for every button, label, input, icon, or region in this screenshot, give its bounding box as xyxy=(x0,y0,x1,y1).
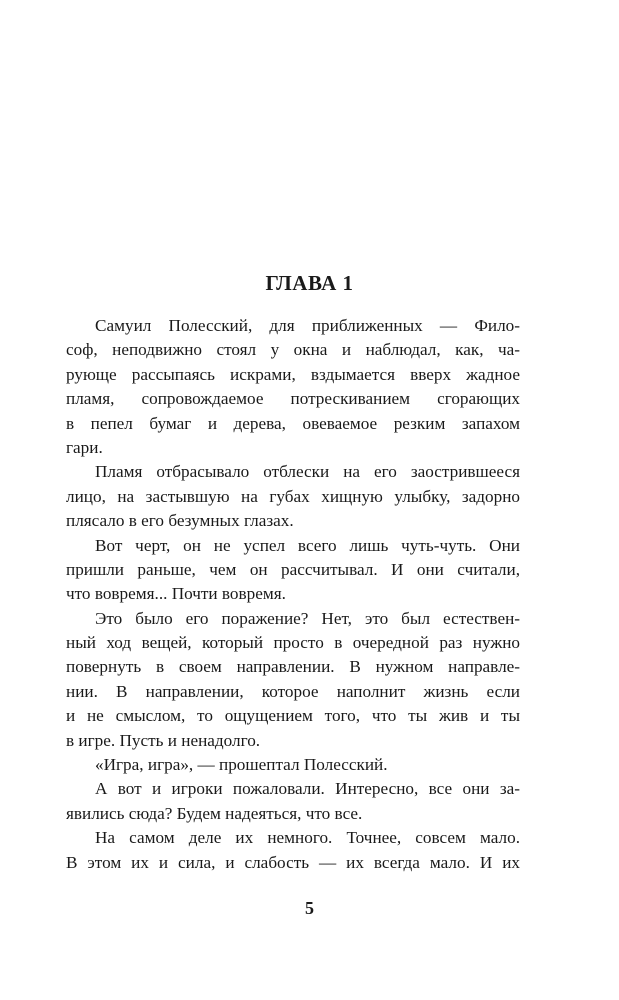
text-line: Вот черт, он не успел всего лишь чуть-чуть. Они xyxy=(95,535,520,555)
chapter-body xyxy=(66,314,520,875)
text-line: соф, неподвижно стоял у окна и наблюдал, как, ча- xyxy=(66,340,520,360)
text-line: лицо, на застывшую на губах хищную улыбку, задорно xyxy=(66,486,520,506)
text-line: плясало в его безумных глазах. xyxy=(66,511,294,531)
text-line: гари. xyxy=(66,437,103,457)
text-line: повернуть в своем направлении. В нужном направле- xyxy=(66,657,520,677)
text-line: в игре. Пусть и ненадолго. xyxy=(66,730,261,750)
text-line: рующе рассыпаясь искрами, вздымается вверх жадное xyxy=(66,364,520,384)
text-line: А вот и игроки пожаловали. Интересно, все они за- xyxy=(95,779,520,799)
text-line: пришли раньше, чем он рассчитывал. И они считали, xyxy=(66,559,520,579)
chapter-title: ГЛАВА 1 xyxy=(265,271,354,295)
text-line: нии. В направлении, которое наполнит жизнь если xyxy=(66,681,520,701)
page-number: 5 xyxy=(305,898,314,918)
text-line: Самуил Полесский, для приближенных — Фило- xyxy=(95,316,520,335)
text-line: явились сюда? Будем надеяться, что все. xyxy=(66,803,363,823)
text-line: Это было его поражение? Нет, это был естествен- xyxy=(95,608,520,628)
text-line: в пепел бумаг и дерева, овеваемое резким запахом xyxy=(66,413,520,433)
text-line: ный ход вещей, который просто в очередной раз нужно xyxy=(66,633,520,653)
text-line: что вовремя... Почти вовремя. xyxy=(66,584,286,604)
text-line: пламя, сопровождаемое потрескиванием сгорающих xyxy=(66,389,520,409)
text-line: На самом деле их немного. Точнее, совсем мало. xyxy=(95,828,520,848)
text-line: и не смыслом, то ощущением того, что ты жив и ты xyxy=(66,706,520,726)
text-line: Пламя отбрасывало отблески на его заострившееся xyxy=(95,462,520,482)
text-line: В этом их и сила, и слабость — их всегда мало. И их xyxy=(66,852,520,872)
text-line: «Игра, игра», — прошептал Полесский. xyxy=(95,755,388,775)
